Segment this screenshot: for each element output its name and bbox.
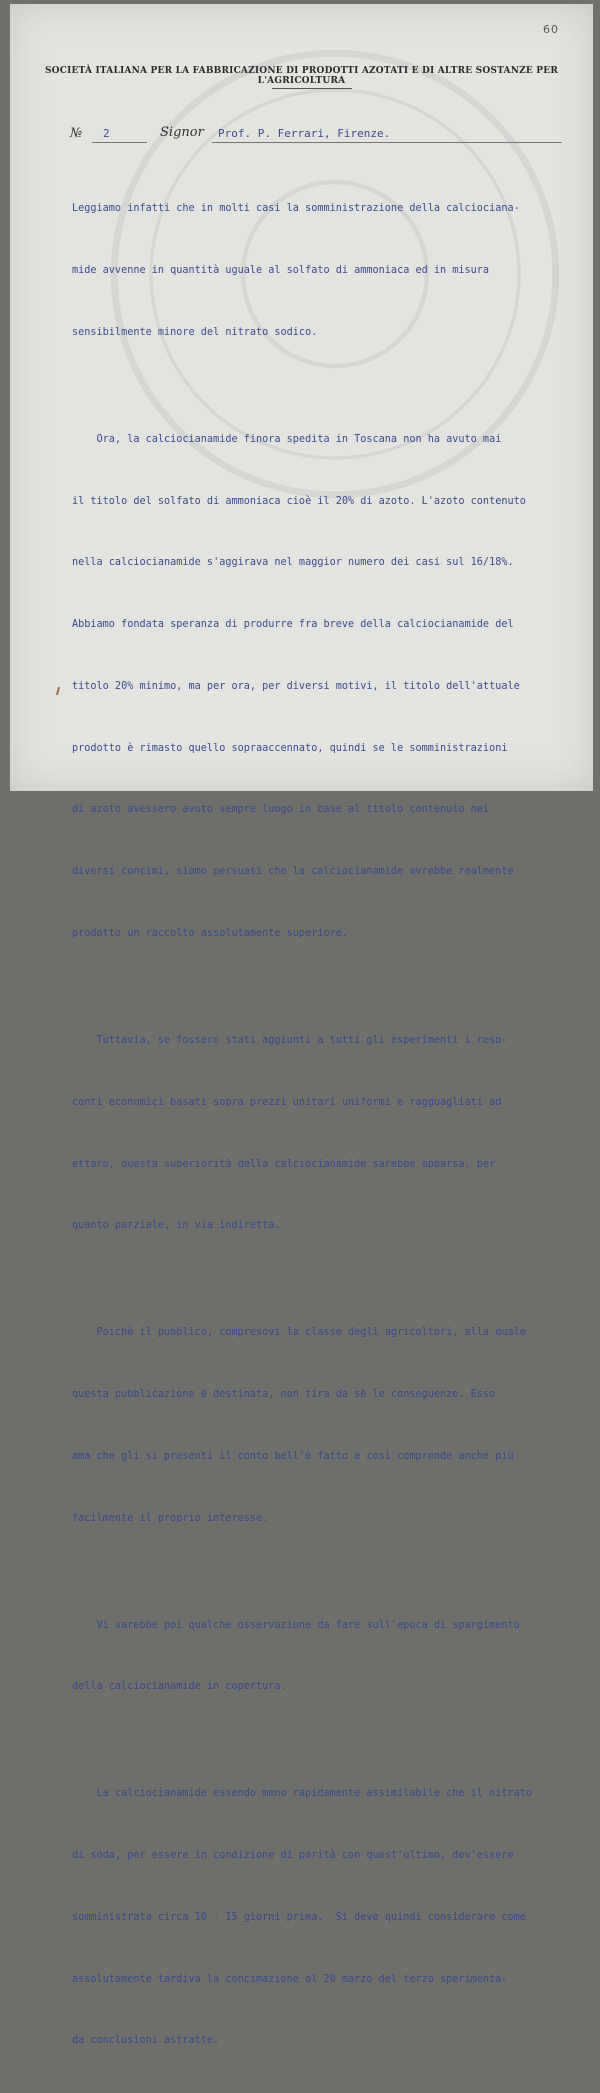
letterhead-divider xyxy=(272,88,352,89)
body-line: Poichè il pubblico, compresovi la classe degli agricoltori, alla quale xyxy=(72,1327,526,1339)
body-line: diversi concimi, siamo persuasi che la calciocianamide avrebbe realmente xyxy=(72,866,514,878)
letter-body xyxy=(72,158,592,2093)
letterhead-title: SOCIETÀ ITALIANA PER LA FABBRICAZIONE DI PRODOTTI AZOTATI E DI ALTRE SOSTANZE PER L'AGRICOLTURA xyxy=(44,66,558,86)
body-line: prodotto è rimasto quello sopraaccennato, quindi se le somministrazioni xyxy=(72,742,508,754)
number-underline xyxy=(92,142,147,143)
body-line: Abbiamo fondata speranza di produrre fra breve della calciocianamide del xyxy=(72,619,514,631)
body-line: di soda, per essere in condizione di parità con quest'ultimo, dev'essere xyxy=(72,1850,514,1862)
letter-page xyxy=(10,4,593,2047)
body-line: facilmente il proprio interesse. xyxy=(72,1512,269,1524)
body-line: Vi sarebbe poi qualche osservazione da fare sull'epoca di spargimento xyxy=(72,1619,520,1631)
body-line: Ora, la calciocianamide finora spedita in Toscana non ha avuto mai xyxy=(72,433,502,445)
number-value: 2 xyxy=(103,127,110,140)
body-line: ama che gli si presenti il conto bell'è fatto e così comprende anche più xyxy=(72,1450,514,1462)
body-line: questa pubblicazione è destinata, non tira da sè le conseguenze. Esso xyxy=(72,1389,496,1401)
number-label: № xyxy=(70,126,83,141)
body-line: prodotto un raccolto assolutamente superiore. xyxy=(72,927,349,939)
body-line: conti economici basati sopra prezzi unitari uniformi e ragguagliati ad xyxy=(72,1096,502,1108)
margin-pencil-mark xyxy=(56,687,60,695)
body-line: nella calciocianamide s'aggirava nel maggior numero dei casi sul 16/18%. xyxy=(72,557,514,569)
page-number: 60 xyxy=(543,23,559,36)
body-line: mide avvenne in quantità uguale al solfato di ammoniaca ed in misura xyxy=(72,264,490,276)
body-line: ettaro, questa superiorità della calciocianamide sarebbe apparsa, per xyxy=(72,1158,496,1170)
body-line: Tuttavia, se fossero stati aggiunti a tutti gli esperimenti i reso- xyxy=(72,1034,508,1046)
recipient-underline xyxy=(212,142,562,143)
body-line: quanto parziale, in via indiretta. xyxy=(72,1220,281,1232)
body-line: assolutamente tardiva la concimazione al 20 marzo del terzo sperimenta- xyxy=(72,1973,508,1985)
body-line: titolo 20% minimo, ma per ora, per diversi motivi, il titolo dell'attuale xyxy=(72,680,520,692)
body-line: Leggiamo infatti che in molti casi la somministrazione della calciociana- xyxy=(72,203,520,215)
body-line: di azoto avessero avuto sempre luogo in base al titolo contenuto nei xyxy=(72,804,490,816)
recipient-name: Prof. P. Ferrari, Firenze. xyxy=(218,127,391,140)
body-line: della calciocianamide in copertura. xyxy=(72,1681,287,1693)
body-line: da conclusioni astratte. xyxy=(72,2035,220,2047)
address-line xyxy=(70,124,570,144)
body-line: La calciocianamide essendo meno rapidamente assimilabile che il nitrato xyxy=(72,1788,533,1800)
body-line: sensibilmente minore del nitrato sodico. xyxy=(72,326,318,338)
signor-label: Signor xyxy=(160,125,204,140)
body-line: somministrata circa 10 - 15 giorni prima. Si deve quindi considerare come xyxy=(72,1911,526,1923)
body-line: il titolo del solfato di ammoniaca cioè il 20% di azoto. L'azoto contenuto xyxy=(72,495,526,507)
